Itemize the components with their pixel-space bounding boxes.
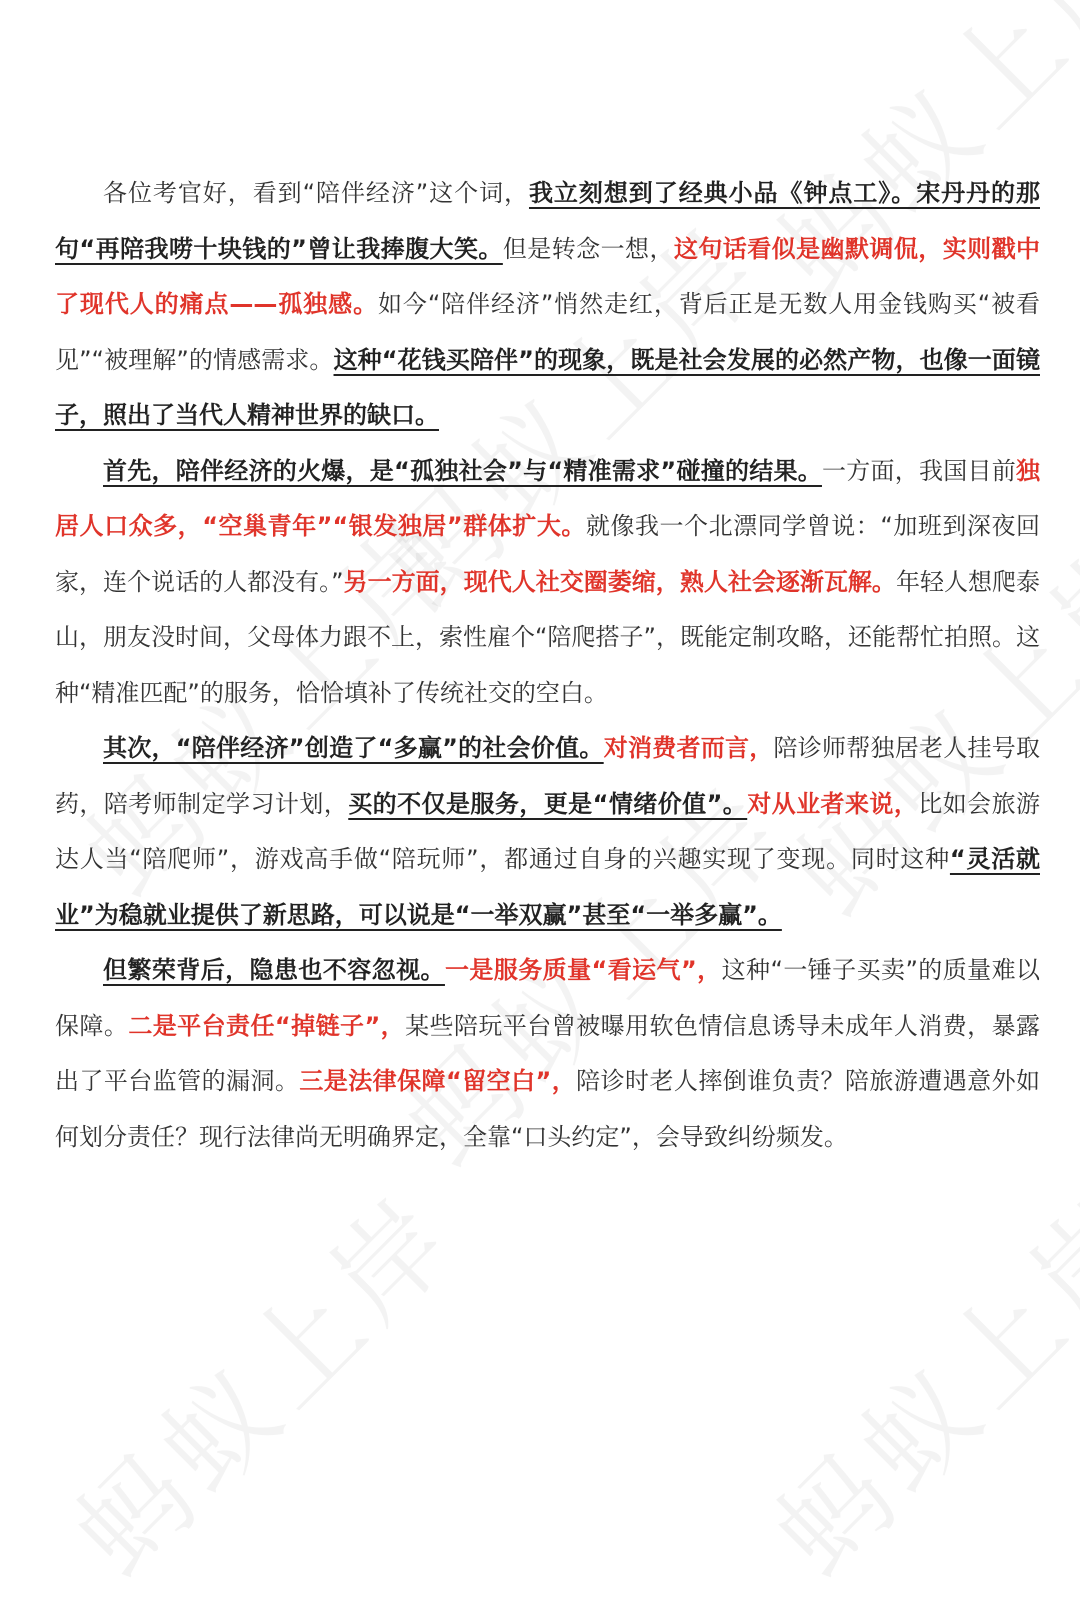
text-run: 陪诊师帮独居老人挂号取药，陪考师制定学习计划， (55, 734, 1041, 818)
paragraph-first-point (55, 444, 1040, 722)
underlined-text: 首先，陪伴经济的火爆，是“孤独社会”与“精准需求”碰撞的结果。 (103, 456, 822, 485)
text-run: 各位考官好，看到“陪伴经济”这个词， (103, 179, 529, 207)
watermark (34, 1153, 485, 1604)
underlined-text: 买的不仅是服务，更是“情绪价值”。 (348, 789, 748, 818)
text-run: 年轻人想爬泰山，朋友没时间，父母体力跟不上，索性雇个“陪爬搭子”，既能定制攻略，还能帮忙拍照。这种“精准匹配”的服务，恰恰填补了传统社交的空白。 (55, 567, 1041, 707)
highlighted-text: 对从业者来说， (747, 789, 919, 818)
text-run: 但是转念一想， (502, 234, 674, 263)
highlighted-text: 另一方面，现代人社交圈萎缩，熟人社会逐渐瓦解。 (343, 567, 896, 596)
text-run: 比如会旅游达人当“陪爬师”，游戏高手做“陪玩师”，都通过自身的兴趣实现了变现。同时这种 (55, 789, 1041, 873)
highlighted-text: 三是法律保障“留空白”， (299, 1067, 577, 1095)
highlighted-text: 这句话看似是幽默调侃，实则戳中了现代人的痛点——孤独感。 (55, 234, 1041, 318)
underlined-text: 其次，“陪伴经济”创造了“多赢”的社会价值。 (103, 734, 604, 762)
text-run: 这种“一锤子买卖”的质量难以保障。 (55, 956, 1041, 1040)
text-run: 一方面，我国目前 (821, 456, 1017, 485)
underlined-text: “灵活就业”为稳就业提供了新思路，可以说是“一举双赢”甚至“一举多赢”。 (55, 845, 1040, 929)
text-run: 如今“陪伴经济”悄然走红，背后正是无数人用金钱购买“被看见”“被理解”的情感需求。 (55, 290, 1040, 374)
essay-body (55, 166, 1040, 1165)
text-run: 某些陪玩平台曾被曝用软色情信息诱导未成年人消费，暴露出了平台监管的漏洞。 (55, 1011, 1041, 1095)
text-run: 就像我一个北漂同学曾说：“加班到深夜回家，连个说话的人都没有。” (55, 512, 1040, 596)
underlined-text: 我立刻想到了经典小品《钟点工》。宋丹丹的那句“再陪我唠十块钱的”曾让我捧腹大笑。 (55, 179, 1040, 263)
highlighted-text: 对消费者而言， (603, 734, 774, 762)
paragraph-second-point (55, 721, 1040, 943)
text-run: 陪诊时老人摔倒谁负责？陪旅游遭遇意外如何划分责任？现行法律尚无明确界定，全靠“口头约定”，会导致纠纷频发。 (55, 1067, 1041, 1151)
highlighted-text: 独居人口众多，“空巢青年”“银发独居”群体扩大。 (55, 456, 1041, 540)
watermark (734, 1153, 1080, 1604)
highlighted-text: 二是平台责任“掉链子”， (128, 1011, 406, 1040)
underlined-text: 但繁荣背后，隐患也不容忽视。 (103, 956, 445, 984)
paragraph-risks (55, 943, 1040, 1165)
highlighted-text: 一是服务质量“看运气”， (444, 956, 722, 984)
paragraph-intro (55, 166, 1040, 444)
underlined-text: 这种“花钱买陪伴”的现象，既是社会发展的必然产物，也像一面镜子，照出了当代人精神世界的缺口。 (55, 345, 1040, 429)
